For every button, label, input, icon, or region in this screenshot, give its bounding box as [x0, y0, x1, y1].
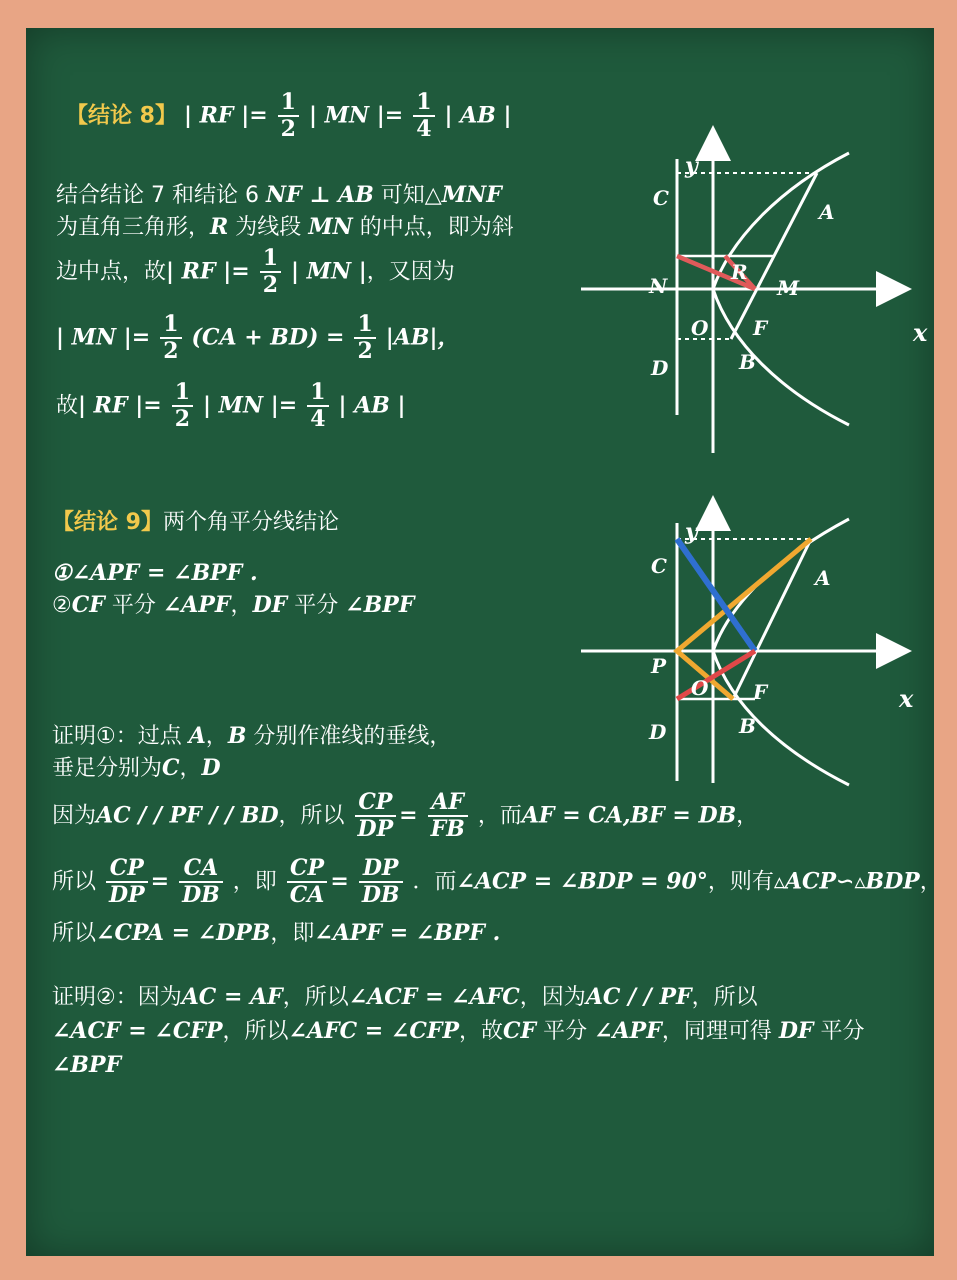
text: 故 [56, 393, 79, 419]
math: ∠BPF [52, 1052, 122, 1078]
section9-item1 [52, 560, 258, 587]
text: ，所以 [282, 985, 349, 1010]
text: 平分 [287, 593, 346, 618]
math: ∠APF [162, 592, 231, 618]
text: ，即 [232, 869, 277, 895]
math: (CA + BD) = [191, 324, 345, 351]
math: A [188, 723, 206, 749]
frac-den: 2 [262, 272, 278, 299]
label-d: D [651, 356, 669, 380]
math: R [210, 214, 229, 240]
text: 所以 [52, 921, 97, 946]
chalkboard [26, 28, 942, 1256]
frac-den: DP [357, 816, 394, 843]
section8-line4 [56, 312, 459, 365]
section8-line3 [56, 246, 455, 299]
text: ， [205, 724, 228, 749]
text: 证明②：因为 [52, 985, 182, 1010]
frac-den: 2 [280, 116, 296, 143]
label-a: A [815, 566, 831, 590]
text: 的中点，即为斜 [352, 215, 514, 240]
math: ∠AFC = ∠CFP [288, 1018, 460, 1044]
section8-line5 [56, 380, 406, 433]
conclusion-8-header [66, 90, 512, 143]
text: 为线段 [228, 215, 309, 240]
header8-fraction-half [278, 90, 299, 143]
proof2-line3 [52, 1052, 121, 1079]
math: DF [778, 1018, 814, 1044]
math: | MN |= [203, 392, 298, 419]
text: 平分 [536, 1019, 595, 1044]
fraction [428, 790, 468, 843]
math: ∠ACP = ∠BDP = 90° [456, 868, 708, 895]
parabola-diagram-8 [581, 123, 928, 463]
proof1-line1 [52, 723, 451, 750]
header8-ab: | AB | [444, 102, 512, 129]
math: ∠ACF = ∠AFC [348, 984, 520, 1010]
math: ∠ACF = ∠CFP [52, 1018, 223, 1044]
label-d: D [649, 720, 667, 744]
label-p: P [651, 654, 667, 678]
frac-num: DP [359, 856, 403, 883]
math: . [485, 920, 501, 946]
text: ， [179, 756, 202, 781]
text: ， [736, 803, 759, 829]
fraction [287, 856, 328, 909]
frac-den: DB [361, 882, 400, 909]
frac-den: 4 [310, 406, 326, 433]
math: | AB | [338, 392, 406, 419]
header8-mn: | MN |= [308, 102, 404, 129]
header8-rf: | RF |= [183, 102, 268, 129]
text: 垂足分别为 [52, 756, 163, 781]
math: ∠APF [594, 1018, 662, 1044]
math: ∠APF = ∠BPF [314, 920, 485, 946]
math: AC / / PF [585, 984, 692, 1010]
proof2-line2 [52, 1018, 865, 1045]
text: ，所以 [278, 803, 345, 829]
frac-den: DP [109, 882, 145, 909]
fraction [359, 856, 403, 909]
label-r: R [731, 260, 748, 284]
math: B [227, 723, 247, 749]
text: ， [919, 869, 942, 895]
label-x: x [913, 318, 928, 347]
frac-den: CA [289, 882, 325, 909]
math: D [201, 755, 221, 781]
text: ，所以 [222, 1019, 289, 1044]
text: 为直角三角形， [56, 215, 211, 240]
label-y: y [685, 153, 698, 179]
math: | MN |= [56, 324, 151, 351]
math: ①∠APF = ∠BPF . [52, 560, 258, 586]
math: ∠BPF [345, 592, 415, 618]
text: ， [230, 593, 253, 618]
frac-num: 1 [413, 90, 434, 117]
text: ，因为 [519, 985, 586, 1010]
frac-num: 1 [307, 380, 328, 407]
proof1-line4 [52, 856, 942, 909]
frac-num: 1 [172, 380, 193, 407]
proof1-line2 [52, 755, 221, 782]
text: 证明①：过点 [52, 724, 189, 749]
frac-num: CA [179, 856, 223, 883]
text: 平分 [813, 1019, 865, 1044]
math: = [150, 868, 170, 895]
math: = [330, 868, 349, 895]
frac-den: 4 [416, 116, 432, 143]
math: | RF |= [166, 258, 250, 285]
conclusion-9-tag: 【结论 9】 [52, 510, 163, 535]
frac-den: DB [182, 882, 220, 909]
math: MNF [441, 182, 502, 208]
text: ，又因为 [366, 259, 455, 285]
math: AC = AF [181, 984, 283, 1010]
fraction [106, 856, 148, 909]
text: 平分 [104, 593, 163, 618]
label-o: O [691, 316, 709, 340]
text: ，即 [270, 921, 315, 946]
label-a: A [819, 200, 835, 224]
label-c: C [653, 186, 669, 210]
frac-num: 1 [354, 312, 375, 339]
conclusion-9-header [52, 510, 339, 536]
label-m: M [777, 276, 800, 300]
text: ② [52, 593, 72, 618]
math: MN [308, 214, 353, 240]
fraction [354, 312, 375, 365]
label-y: y [685, 519, 698, 545]
header8-fraction-quarter [413, 90, 434, 143]
math: AF = CA,BF = DB [521, 802, 737, 829]
math: = [399, 802, 418, 829]
frac-num: CP [287, 856, 328, 883]
fraction [307, 380, 328, 433]
proof2-line1 [52, 984, 758, 1011]
math: AC / / PF / / BD [96, 802, 279, 829]
fraction [160, 312, 181, 365]
proof1-line5 [52, 920, 500, 947]
section9-item2 [52, 592, 414, 619]
conclusion-9-title: 两个角平分线结论 [162, 510, 339, 535]
label-b: B [739, 714, 756, 738]
label-n: N [649, 274, 668, 298]
text: ，所以 [691, 985, 758, 1010]
math: CF [503, 1018, 537, 1044]
math: C [162, 755, 180, 781]
math: | MN | [291, 258, 367, 285]
label-b: B [739, 350, 756, 374]
frac-num: 1 [278, 90, 299, 117]
frac-den: FB [430, 816, 465, 843]
frac-den: 2 [163, 338, 179, 365]
label-o: O [691, 676, 709, 700]
math: |AB|， [385, 324, 460, 351]
fraction [355, 790, 397, 843]
text: ，而 [477, 803, 522, 829]
label-f: F [753, 680, 768, 704]
math: NF ⊥ AB [265, 182, 374, 208]
math: ▵ACP∽▵BDP [773, 868, 920, 895]
text: 可知△ [373, 183, 442, 208]
text: 分别作准线的垂线， [246, 724, 452, 749]
text: ，故 [459, 1019, 504, 1044]
label-x: x [899, 684, 914, 713]
proof1-line3 [52, 790, 758, 843]
text: 因为 [52, 803, 97, 829]
fraction [172, 380, 193, 433]
fraction [179, 856, 223, 909]
frac-num: AF [428, 790, 468, 817]
frac-den: 2 [357, 338, 373, 365]
frac-num: CP [355, 790, 397, 817]
text: ，则有 [707, 869, 774, 895]
parabola-diagram-9 [581, 493, 921, 793]
math: DF [252, 592, 288, 618]
frac-den: 2 [174, 406, 190, 433]
text: ．而 [412, 869, 457, 895]
text: 边中点，故 [56, 259, 167, 285]
math: CF [71, 592, 105, 618]
math: ∠CPA = ∠DPB [96, 920, 271, 946]
fraction [260, 246, 281, 299]
math: | RF |= [78, 392, 162, 419]
section8-line2 [56, 214, 514, 241]
label-c: C [651, 554, 667, 578]
text: ，同理可得 [661, 1019, 779, 1044]
frac-num: 1 [260, 246, 281, 273]
frac-num: 1 [160, 312, 181, 339]
chord-ab [733, 539, 811, 699]
text: 结合结论 7 和结论 6 [56, 183, 266, 208]
conclusion-8-tag: 【结论 8】 [66, 103, 177, 129]
text: 所以 [52, 869, 97, 895]
frac-num: CP [106, 856, 148, 883]
label-f: F [753, 316, 768, 340]
section8-line1 [56, 182, 502, 209]
